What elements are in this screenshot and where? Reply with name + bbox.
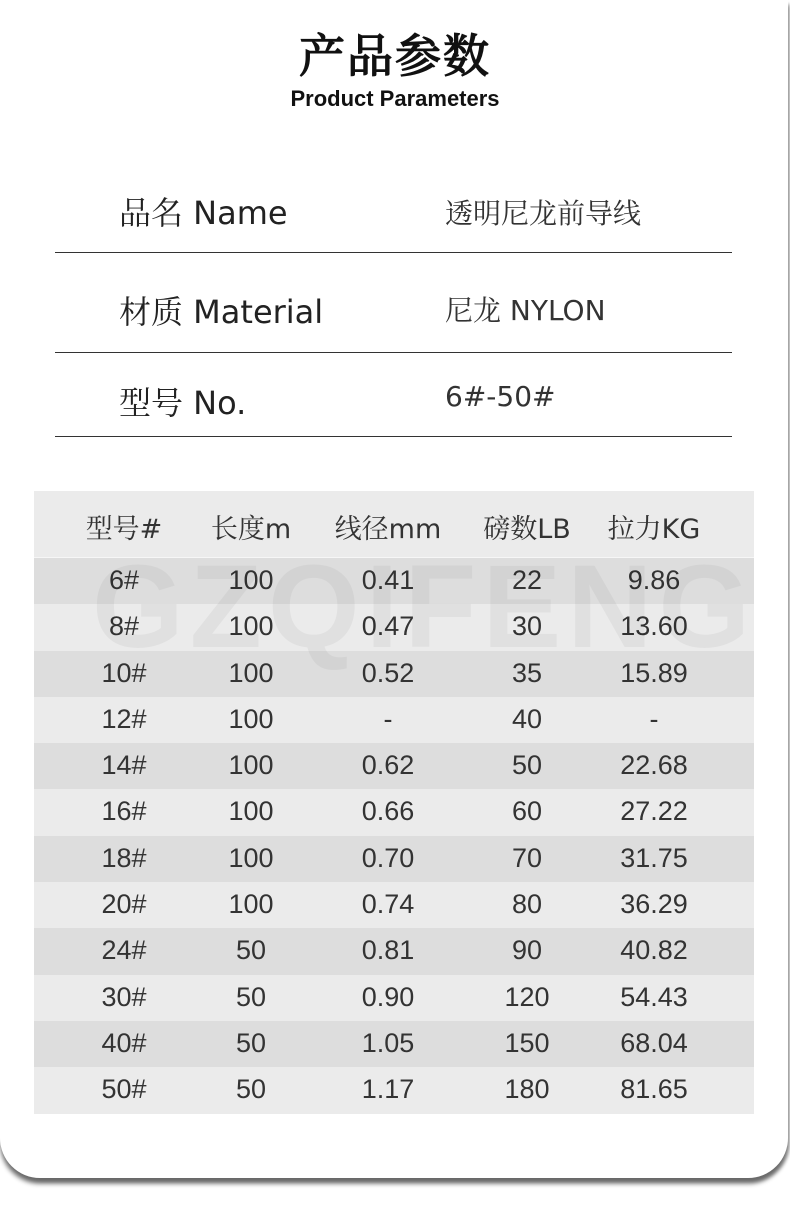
cell-length: 100	[228, 889, 274, 920]
cell-diameter: 0.81	[361, 935, 415, 966]
table-row	[34, 928, 754, 974]
cell-tension: 40.82	[620, 935, 688, 966]
cell-tension: 81.65	[620, 1074, 688, 1105]
cell-diameter: 0.41	[361, 565, 415, 595]
table-row	[34, 975, 754, 1021]
param-value-name: 透明尼龙前导线	[445, 197, 642, 230]
cell-length: 100	[228, 796, 274, 827]
page-title: 产品参数	[299, 29, 491, 83]
table-row	[34, 558, 754, 604]
cell-tension: 15.89	[620, 657, 688, 688]
cell-diameter: 1.05	[361, 1027, 415, 1058]
cell-model: 10#	[101, 657, 147, 688]
table-row	[34, 1021, 754, 1067]
cell-length: 100	[228, 565, 274, 595]
cell-model: 40#	[101, 1027, 147, 1058]
param-label-model: 型号 No.	[119, 384, 247, 422]
cell-pounds: 22	[511, 565, 543, 595]
table-body	[34, 558, 754, 1114]
cell-model: 50#	[101, 1074, 147, 1105]
table-row	[34, 604, 754, 650]
cell-pounds: 80	[511, 889, 543, 920]
param-label-material: 材质 Material	[119, 293, 324, 331]
cell-model: 30#	[101, 981, 147, 1012]
table-row	[34, 836, 754, 882]
page-subtitle: Product Parameters	[290, 86, 500, 111]
cell-model: 20#	[101, 889, 147, 920]
cell-model: 16#	[101, 796, 147, 827]
header-pounds: 磅数LB	[483, 514, 571, 545]
cell-diameter: 0.70	[361, 842, 415, 873]
cell-model: 14#	[101, 750, 147, 781]
cell-length: 100	[228, 750, 274, 781]
cell-diameter: 0.47	[361, 611, 415, 642]
param-value-model: 6#-50#	[445, 380, 556, 413]
cell-pounds: 180	[504, 1074, 550, 1105]
param-value-material: 尼龙 NYLON	[445, 294, 606, 327]
spec-table	[34, 491, 754, 1114]
table-row	[34, 743, 754, 789]
cell-model: 24#	[101, 935, 147, 966]
cell-diameter: 0.62	[361, 750, 415, 781]
cell-diameter: 0.90	[361, 981, 415, 1012]
cell-pounds: 150	[504, 1027, 550, 1058]
cell-pounds: 30	[511, 611, 543, 642]
cell-length: 50	[235, 1074, 267, 1105]
cell-pounds: 50	[511, 750, 543, 781]
table-row	[34, 882, 754, 928]
param-row-material	[55, 253, 732, 353]
table-header	[34, 491, 754, 558]
cell-pounds: 35	[511, 657, 543, 688]
param-row-name	[55, 170, 732, 253]
header-model: 型号#	[85, 514, 163, 545]
param-row-model	[55, 353, 732, 437]
cell-length: 50	[235, 935, 267, 966]
cell-length: 50	[235, 981, 267, 1012]
table-row	[34, 1067, 754, 1113]
cell-pounds: 70	[511, 842, 543, 873]
cell-tension: 9.86	[627, 565, 681, 595]
cell-tension: 31.75	[620, 842, 688, 873]
cell-diameter: 0.74	[361, 889, 415, 920]
cell-pounds: 60	[511, 796, 543, 827]
cell-tension: 22.68	[620, 750, 688, 781]
cell-length: 100	[228, 657, 274, 688]
cell-tension: -	[649, 703, 659, 734]
cell-pounds: 120	[504, 981, 550, 1012]
header-diameter: 线径mm	[334, 514, 442, 545]
cell-model: 8#	[108, 611, 140, 642]
cell-pounds: 40	[511, 703, 543, 734]
cell-diameter: -	[383, 703, 393, 734]
param-label-name: 品名 Name	[119, 194, 288, 232]
cell-pounds: 90	[511, 935, 543, 966]
cell-length: 50	[235, 1027, 267, 1058]
cell-tension: 54.43	[620, 981, 688, 1012]
cell-model: 12#	[101, 703, 147, 734]
cell-diameter: 0.66	[361, 796, 415, 827]
header-tension: 拉力KG	[607, 514, 701, 545]
cell-tension: 13.60	[620, 611, 688, 642]
cell-length: 100	[228, 703, 274, 734]
table-row	[34, 651, 754, 697]
cell-length: 100	[228, 611, 274, 642]
table-row	[34, 697, 754, 743]
table-row	[34, 789, 754, 835]
header-length: 长度m	[210, 514, 292, 545]
cell-length: 100	[228, 842, 274, 873]
cell-tension: 27.22	[620, 796, 688, 827]
cell-diameter: 1.17	[361, 1074, 415, 1105]
cell-diameter: 0.52	[361, 657, 415, 688]
cell-model: 18#	[101, 842, 147, 873]
cell-model: 6#	[108, 565, 140, 595]
cell-tension: 68.04	[620, 1027, 688, 1058]
cell-tension: 36.29	[620, 889, 688, 920]
